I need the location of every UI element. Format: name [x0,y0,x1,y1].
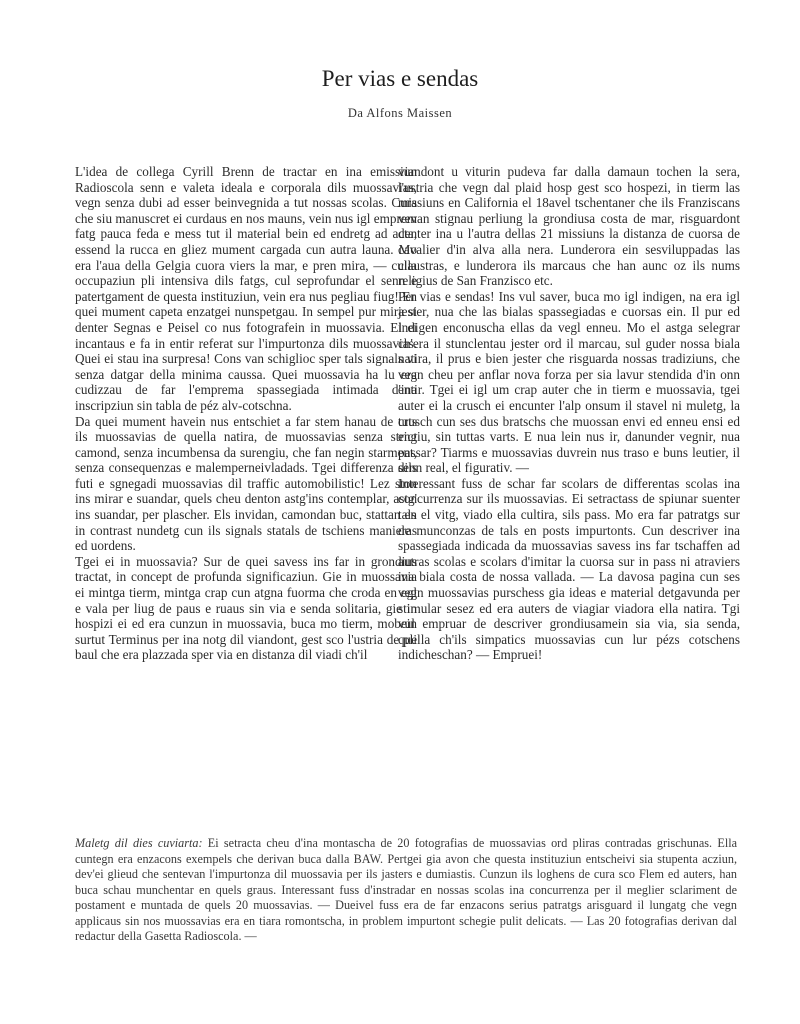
article-title: Per vias e sendas [321,66,479,91]
article-byline: Da Alfons Maissen [347,106,453,120]
caption-text: Ei setracta cheu d'ina montascha de 20 fotografias de muossavias ord pliras contradas grischunas. Ella cuntegn era enzacons exempels che derivan buca dalla BAW. Pertgei gia avon che questa instituziun entscheivi sia stupenta acziun, dev'ei glieud che sentevan l'impurtonza dil muossavia per ils jasters e dumiastis. Cunzun ils loghens de cura sco Flem ed auters, han buca schau munchentar en quels graus. Interessant fuss d'instradar en nossas scolas ina concurrenza per il meglier sclariment de postament e muntada de quels 20 muossavias. — Dueivel fuss era de far enzacons serius patratgs arisguard il lungatg che vegn applicaus sin nos muossavias era en tiara romontscha, in problem impurtont schegie pulit delicats. — Las 20 fotografias derivan dal redactur della Gasetta Radioscola. — [75,836,738,943]
paragraph: Da quei mument havein nus entschiet a far stem hanau de tuts ils muossavias de quella natira, de muossavias senza strict camond, senza incumbensa da surengiu, che fan negin starment, senza consequenzas e malemperneivladads. Tgei differenza dils futi e sgnegadi muossavias dil traffic automobilistic! Lez ston ins mirar e suandar, quels cheu denton astg'ins contemplar, astg' ins suandar, per plascher. Els invidan, camondan buc, stattan en in contrast nundetg cun ils signals statals de tschiens manieras ed uordens. [75,413,417,554]
paragraph: Interessant fuss de schar far scolars de differentas scolas ina concurrenza sur ils muossavias. Ei setractass de spiunar suenter tals el vitg, viado ella cultira, sils pass. Mo era far patratgs sur de munconzas de tals en posts impurtonts. Cun descriver ina spassegiada indicada da muossavias savess ins far tschaffen ad autras scolas e scolars d'imitar la cuorsa sur in pass ni atraviers ina biala costa de nossa vallada. — La davosa pagina cun ses vegn muossavias purschess gia ideas e material detgavunda per stimular sesez ed era auters de viagiar viadora ella natira. Tgi vul empruar de descriver grondiusamein sia via, sia senda, quella ch'ils simpatics muossavias cun lur pézs cotschens indicheschan? — Empruei! [398,475,740,663]
paragraph: Per vias e sendas! Ins vul saver, buca mo igl indigen, na era igl jester, nua che las bialas spassegiadas e cuorsas ein. Il pur ed indigen enconuscha ellas da vegl enneu. Mo el astga selegrar ch'era il stunclentau jester ord il marcau, sul guder nossa biala natira, il prus e bien jester che risguarda nossas tradiziuns, che vegn cheu per anflar nova forza per sia lavur stendida d'in onn entir. Tgei ei igl um crap auter che in tierm e muossavia, tgei auter ei la crusch ei encunter l'alp onsum il stavel ni muletg, la crusch cun ses dus bratschs che muossan envi ed enneu ensi ed engiu, sin tuttas varts. E nua lein nus ir, danunder vegnir, nua passar? Tiarms e muossavias duvrein nus traso e buns leutier, il senn real, el figurativ. — [398,288,740,476]
paragraph: L'idea de collega Cyrill Brenn de tractar en ina emissiun Radioscola senn e valeta ideala e corporala dils muossavias, vegn senza dubi ad esser beinvegnida a tut nossas scolas. Cura che siu manuscret ei curdaus en nos mauns, vein nus igl emprem fatg pauca feda e mess tut il material bein ed endretg ad acta, essend la rucca en gliez mument cargada cun autra launa. Mo era l'aua della Gelgia cuora viers la mar, e pren mira, — culla occupaziun pli intensiva dils fatgs, cul seprofundar el senn e patertgament de questa instituziun, vein era nus pegliau fiug! En quei mument capeta enzatgei nunspetgau. In sempel pur mira si denter Segnas e Peisel co nus fotografein in muossavia. El ei incantaus e fa in entir referat sur l'impurtonza dils muossavias. Quei ei stau ina surpresa! Cons van schiglioc sper tals signals vi senza datgar della minima caussa. Quei muossavia ha lu era cudizzau de far l'emprema spassegiada intimada d'ina inscripziun sin tabla de péz alv-cotschna. [75,164,417,413]
left-text-column [75,164,417,663]
paragraph: viandont u viturin pudeva far dalla damaun tochen la sera, l'ustria che vegn dal plaid hosp gest sco hospezi, in tierm las missiuns en California el 18avel tschentaner che ils Franziscans vevan stignau perliung la grondiusa costa de mar, risguardont denter ina u l'autra dellas 21 missiuns la distanza de cuorsa de cavalier d'in alva alla nera. Lunderora ein sesviluppadas las claustras, e lunderora ils marcaus che han aunc oz ils nums religius de San Franzisco etc. [398,164,740,289]
paragraph: Tgei ei in muossavia? Sur de quei savess ins far in grondius tractat, in concept de profunda significaziun. Gie in muossavia ei mintga tierm, mintga crap cun atgna fuorma che croda en egl e vala per liug de paus e ruaus sin via e senda solitaria, gie in hospizi ei ed era cunzun in muossavia, buca mo tierm, mobein surtut Terminus per ina notg dil viandont, gest sco l'ustria de pli baul che era plazzada sper via en distanza dil viadi ch'il [75,553,417,663]
cover-image-caption [75,836,737,945]
caption-lead: Maletg dil dies cuviarta: [75,836,203,850]
right-text-column [398,164,740,663]
